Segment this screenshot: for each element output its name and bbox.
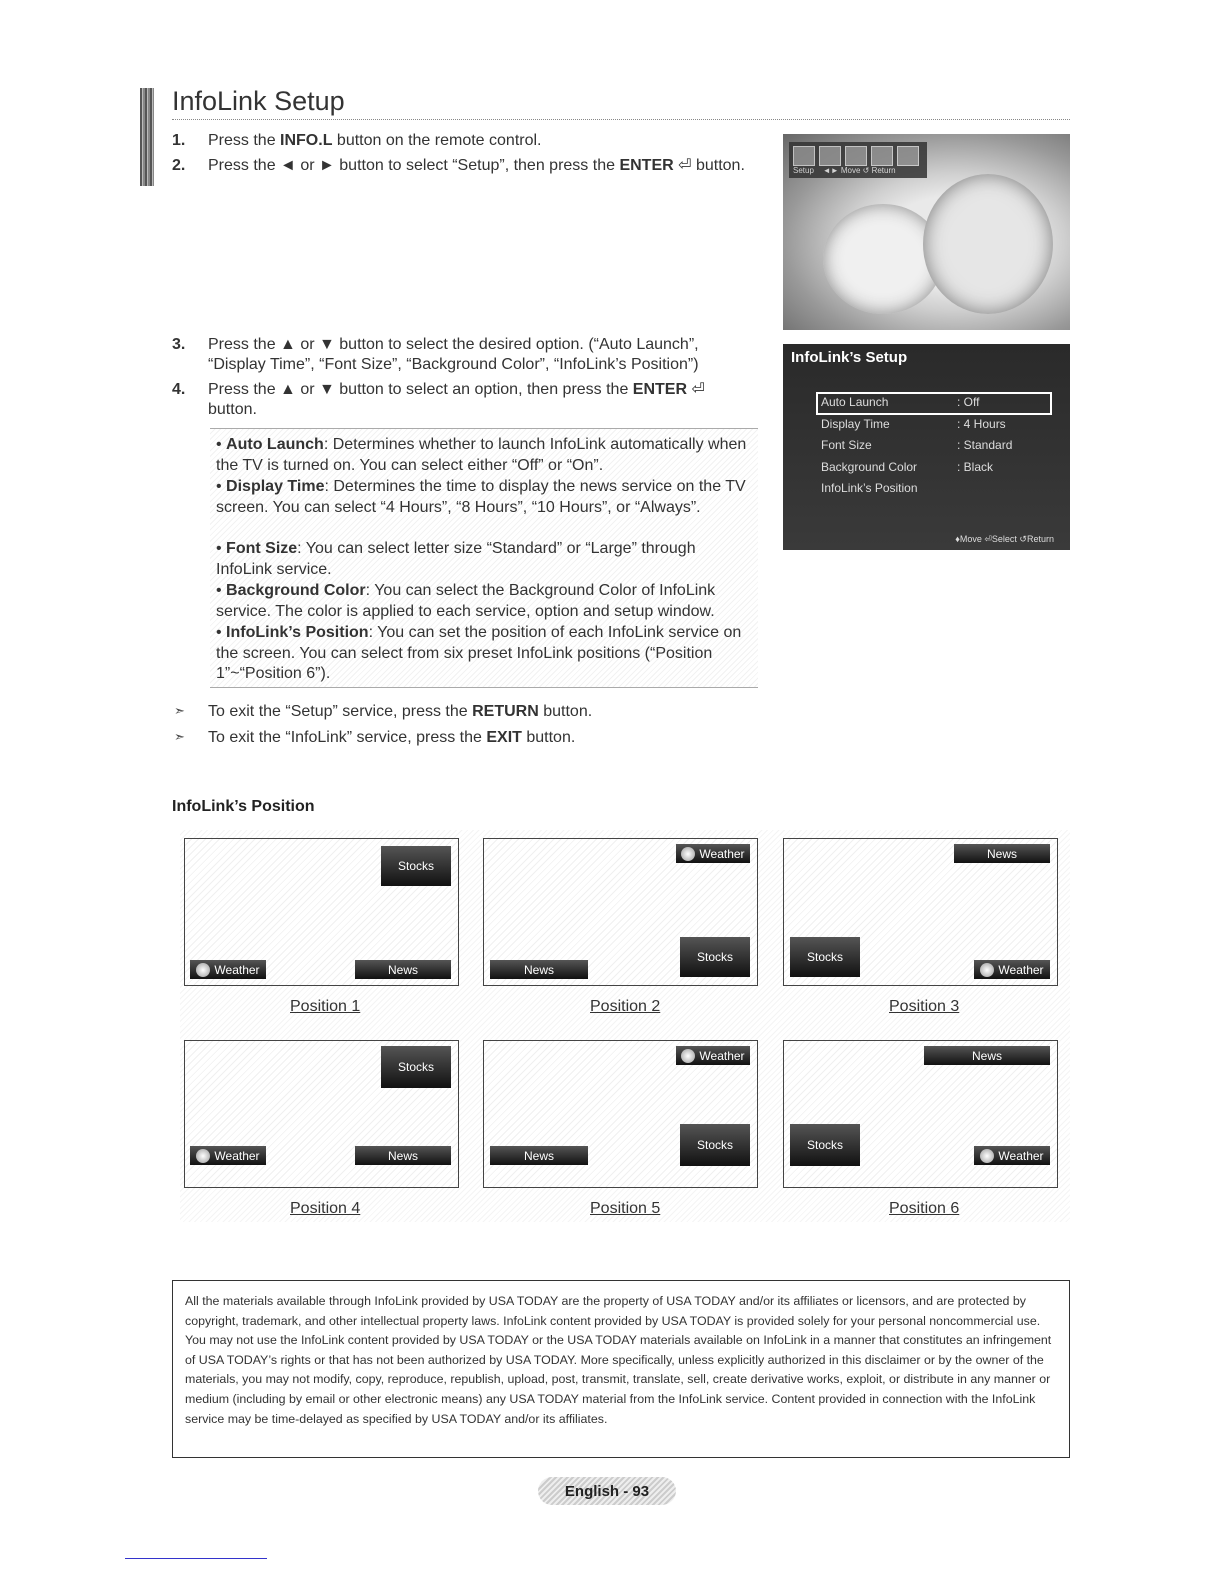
title-accent-bar [140, 88, 154, 186]
weather-icon [681, 847, 695, 861]
stocks-tag [680, 937, 750, 977]
note-text: To exit the “InfoLink” service, press the [208, 729, 487, 746]
step-text: Press the ◄ or ► button to select “Setup”, then press the [208, 157, 620, 174]
option-name: Display Time [226, 478, 325, 495]
stocks-tag [790, 1124, 860, 1166]
menu-value: : 4 Hours [957, 417, 1006, 431]
arrow-icon: ➣ [174, 729, 185, 744]
menu-item-display-time: Display Time [821, 417, 890, 431]
position-5-panel [483, 1040, 758, 1188]
step-bold: ENTER [619, 157, 674, 174]
news-tag [924, 1046, 1050, 1065]
tag-label: Weather [214, 962, 260, 977]
position-3-label: Position 3 [889, 998, 960, 1015]
note-exit-infolink [174, 729, 774, 749]
step-number: 2. [172, 157, 186, 174]
step-2 [172, 156, 782, 176]
legal-disclaimer-text: All the materials available through InfoLink provided by USA TODAY are the property of USA TODAY and/or its affiliates or licensors, and are protected by copyright, trademark, and other intellectual property laws. InfoLink content provided by USA TODAY is provided solely for your personal noncommercial use. You may not use the InfoLink content provided by USA TODAY or the USA TODAY materials available on InfoLink in a manner that constitutes an infringement of USA TODAY’s rights or that has not been authorized by USA TODAY. More specifically, unless explicitly authorized in this disclaimer or by the owner of the materials, you may not modify, copy, reproduce, republish, upload, post, transmit, translate, sell, create derivative works, exploit, or distribute in any manner or medium (including by email or other electronic means) any USA TODAY material from the InfoLink service. Content provided in connection with the InfoLink service may be time-delayed as specified by USA TODAY and/or its affiliates. [185, 1294, 1052, 1426]
note-bold: RETURN [472, 703, 539, 720]
option-name: Font Size [226, 540, 298, 557]
page-title: InfoLink Setup [172, 86, 345, 116]
menu-header: InfoLink’s Setup [791, 349, 908, 366]
position-4-label: Position 4 [290, 1200, 361, 1217]
step-text: button on the remote control. [332, 132, 542, 149]
title-divider [172, 119, 1070, 120]
menu-value: : Standard [957, 438, 1013, 452]
news-tag [954, 844, 1050, 863]
note-text: button. [538, 703, 593, 720]
step-text: button. [208, 401, 257, 418]
menu-item-background-color: Background Color [821, 460, 918, 474]
note-exit-setup [174, 703, 774, 723]
option-text: : You can select letter size “Standard” or “Large” through InfoLink service. [216, 540, 696, 578]
step-text: Press the ▲ or ▼ button to select the desired option. (“Auto Launch”, [208, 336, 699, 353]
option-text: : You can set the position of each InfoLink service on the screen. You can select from six preset InfoLink positions (“Position 1”~“Position 6”). [216, 624, 742, 682]
usatoday-icon [793, 146, 815, 166]
position-2-panel [483, 838, 758, 986]
polar-bear-image [923, 174, 1053, 314]
screen-hint: ◄► Move ↺ Return [822, 166, 896, 175]
tag-label: Stocks [806, 950, 843, 964]
news-tag [355, 960, 451, 979]
position-heading: InfoLink’s Position [172, 798, 315, 815]
option-name: InfoLink’s Position [226, 624, 369, 641]
setup-icon [897, 146, 919, 166]
step-3 [172, 335, 772, 377]
step-bold: INFO.L [280, 132, 333, 149]
step-text: Press the ▲ or ▼ button to select an option, then press the [208, 381, 633, 398]
step-text: “Display Time”, “Font Size”, “Background Color”, “InfoLink’s Position”) [208, 356, 699, 373]
position-6-panel [783, 1040, 1058, 1188]
position-6-label: Position 6 [889, 1200, 960, 1217]
step-number: 4. [172, 381, 186, 398]
news-icon [845, 146, 867, 166]
step-text: ⏎ [687, 381, 705, 398]
option-auto-launch: • Auto Launch: Determines whether to launch InfoLink automatically when the TV is turned on. You can select either “Off” or “On”. [216, 436, 747, 474]
tag-label: Weather [998, 1148, 1044, 1163]
tag-label: Stocks [696, 1138, 733, 1152]
tag-label: Stocks [696, 950, 733, 964]
stocks-tag [381, 846, 451, 886]
tag-label: Stocks [806, 1138, 843, 1152]
tag-label: News [971, 1048, 1002, 1063]
option-display-time: • Display Time: Determines the time to display the news service on the TV screen. You can select “4 Hours”, “8 Hours”, “10 Hours”, or “Always”. [216, 478, 746, 516]
page-number: English - 93 [538, 1477, 676, 1505]
option-text: : You can select the Background Color of InfoLink service. The color is applied to each service, option and setup window. [216, 582, 716, 620]
position-1-panel [184, 838, 459, 986]
option-name: Background Color [226, 582, 366, 599]
tag-label: Weather [699, 1048, 745, 1063]
tag-label: Weather [699, 846, 745, 861]
position-5-label: Position 5 [590, 1200, 661, 1217]
options-description-box [210, 428, 758, 688]
news-tag [355, 1146, 451, 1165]
tag-label: News [387, 1148, 418, 1163]
option-text: : Determines whether to launch InfoLink automatically when the TV is turned on. You can select either “Off” or “On”. [216, 436, 747, 474]
arrow-icon: ➣ [174, 703, 185, 718]
infolink-service-bar [789, 142, 927, 178]
option-infolink-position: • InfoLink’s Position: You can set the position of each InfoLink service on the screen. You can select from six preset InfoLink positions (“Position 1”~“Position 6”). [216, 624, 742, 682]
position-4-panel [184, 1040, 459, 1188]
tag-label: Weather [214, 1148, 260, 1163]
option-text: : Determines the time to display the news service on the TV screen. You can select “4 Hours”, “8 Hours”, “10 Hours”, or “Always”. [216, 478, 746, 516]
note-text: button. [521, 729, 576, 746]
stocks-tag [790, 937, 860, 977]
tag-label: News [986, 846, 1017, 861]
option-background-color: • Background Color: You can select the Background Color of InfoLink service. The color is applied to each service, option and setup window. [216, 582, 716, 620]
weather-icon [980, 1149, 994, 1163]
legal-disclaimer-box [172, 1280, 1070, 1458]
weather-icon [681, 1049, 695, 1063]
tag-label: News [523, 962, 554, 977]
weather-tag [190, 1146, 266, 1165]
option-name: Auto Launch [226, 436, 324, 453]
tag-label: News [387, 962, 418, 977]
step-4 [172, 380, 772, 422]
note-bold: EXIT [486, 729, 522, 746]
step-number: 1. [172, 132, 186, 149]
weather-icon [196, 1149, 210, 1163]
menu-footer-hints: ♦Move ⏎Select ↺Return [955, 534, 1054, 544]
tv-screen-photo [783, 134, 1070, 330]
stocks-icon [871, 146, 893, 166]
position-1-label: Position 1 [290, 998, 361, 1015]
weather-icon [819, 146, 841, 166]
option-font-size: • Font Size: You can select letter size “Standard” or “Large” through InfoLink service. [216, 540, 696, 578]
menu-value: : Off [957, 395, 980, 409]
step-text: Press the [208, 132, 281, 149]
step-1 [172, 131, 772, 151]
weather-tag [190, 960, 266, 979]
menu-item-infolink-position: InfoLink’s Position [821, 481, 918, 495]
step-text: ⏎ button. [673, 157, 745, 174]
news-tag [490, 960, 588, 979]
weather-tag [974, 960, 1050, 979]
step-number: 3. [172, 336, 186, 353]
weather-tag [974, 1146, 1050, 1165]
menu-item-auto-launch: Auto Launch [821, 395, 889, 409]
screen-caption: Setup [793, 166, 814, 175]
note-text: To exit the “Setup” service, press the [208, 703, 473, 720]
footer-line [125, 1558, 267, 1559]
tag-label: Stocks [397, 859, 434, 873]
stocks-tag [680, 1124, 750, 1166]
weather-tag [676, 844, 750, 863]
menu-item-font-size: Font Size [821, 438, 872, 452]
news-tag [490, 1146, 588, 1165]
tag-label: News [523, 1148, 554, 1163]
position-2-label: Position 2 [590, 998, 661, 1015]
position-3-panel [783, 838, 1058, 986]
infolink-setup-menu [783, 344, 1070, 550]
step-bold: ENTER [632, 381, 688, 398]
stocks-tag [381, 1046, 451, 1088]
tag-label: Weather [998, 962, 1044, 977]
tag-label: Stocks [397, 1060, 434, 1074]
weather-icon [980, 963, 994, 977]
weather-icon [196, 963, 210, 977]
menu-value: : Black [957, 460, 994, 474]
weather-tag [676, 1046, 750, 1065]
